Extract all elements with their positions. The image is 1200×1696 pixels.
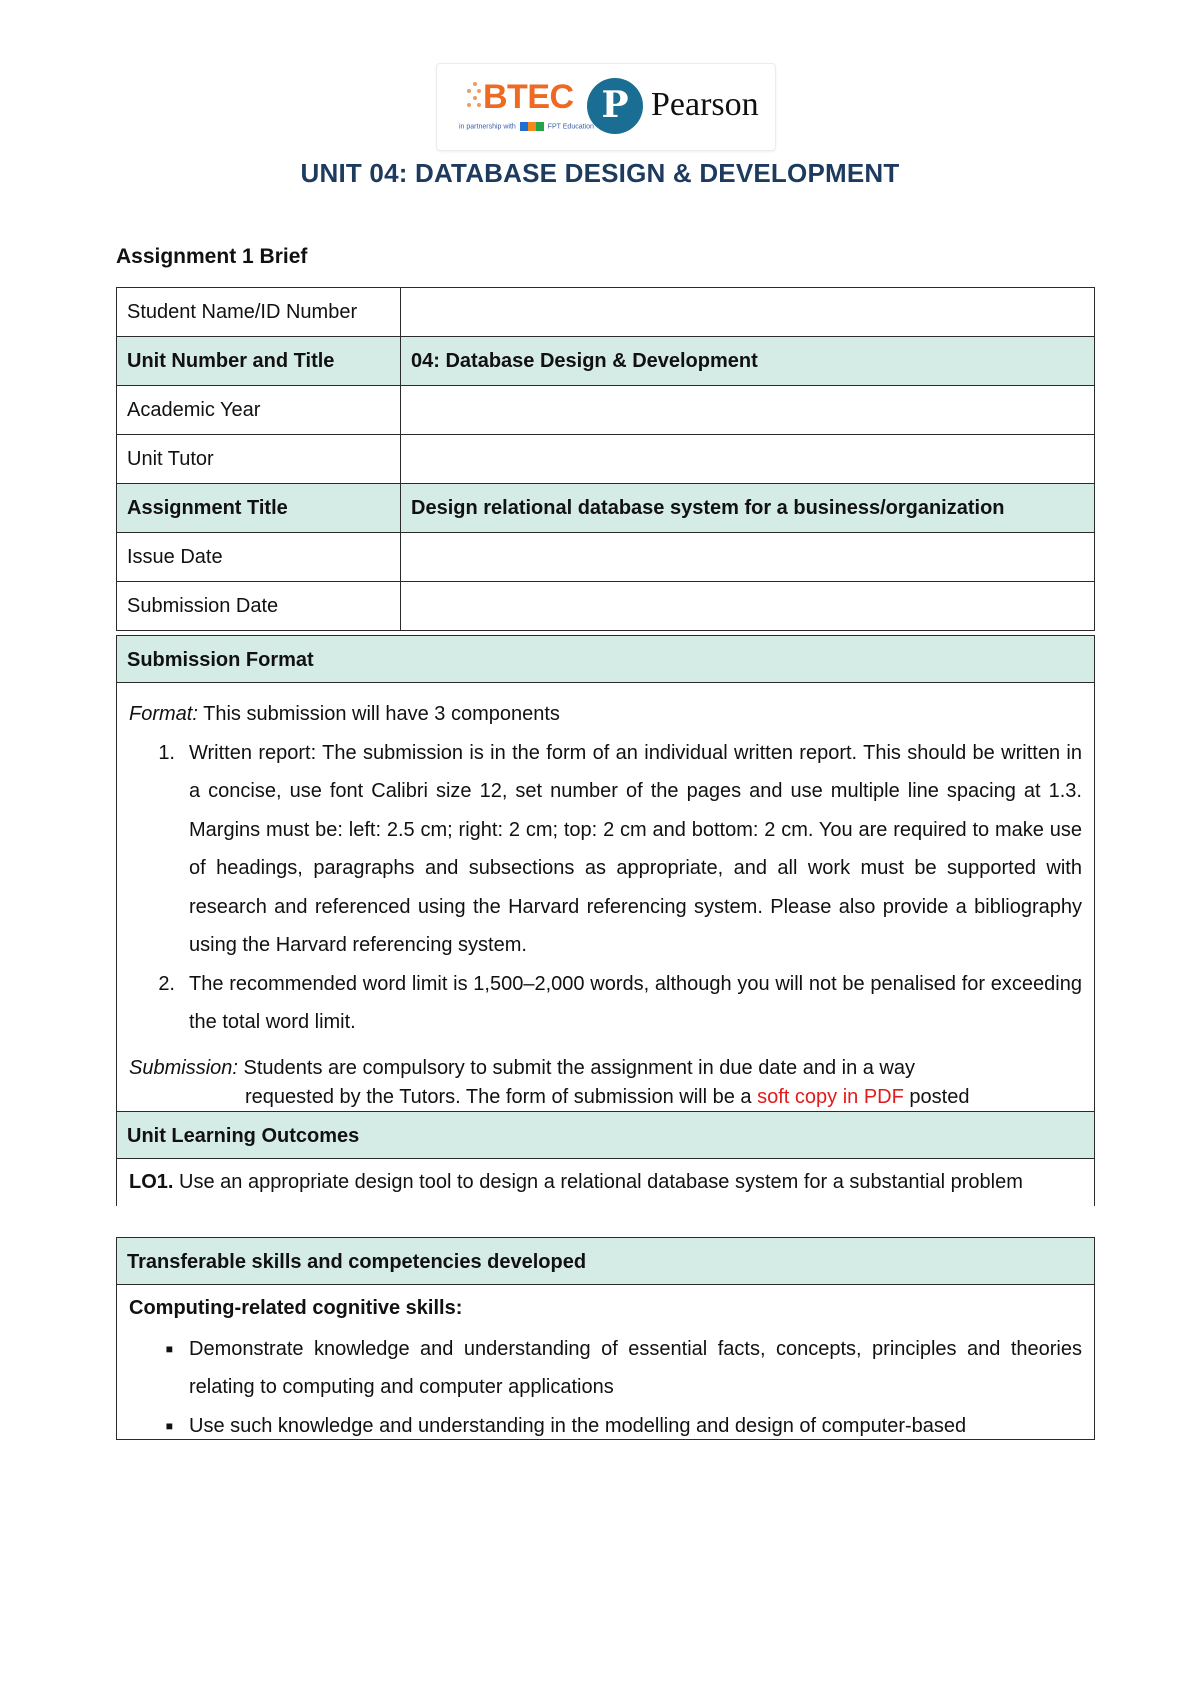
btec-tagline-left: in partnership with	[459, 123, 516, 131]
table-row	[117, 386, 1095, 435]
table-row	[117, 533, 1095, 582]
document-title: UNIT 04: DATABASE DESIGN & DEVELOPMENT	[300, 158, 900, 188]
table-row	[117, 288, 1095, 337]
format-line	[129, 695, 1082, 734]
learning-outcome-body	[117, 1159, 1094, 1206]
row-label: Academic Year	[117, 386, 401, 435]
lo-text: Use an appropriate design tool to design a relational database system for a substantial problem	[179, 1171, 1023, 1193]
submission-format-body	[117, 683, 1094, 1151]
assignment-subtitle: Assignment 1 Brief	[116, 245, 308, 268]
pearson-glyph: P	[601, 84, 629, 126]
skills-body	[117, 1285, 1094, 1455]
list-text: The recommended word limit is 1,500–2,000 words, although you will not be penalised for exceeding the total word limit.	[189, 972, 1082, 1033]
list-text: Use such knowledge and understanding in the modelling and design of computer-based	[189, 1414, 967, 1437]
row-label: Assignment Title	[117, 484, 401, 533]
lo-code: LO1.	[129, 1171, 174, 1193]
btec-tagline-right: FPT Education	[547, 123, 594, 131]
unit-title-value: 04: Database Design & Development	[401, 337, 1095, 386]
row-label: Student Name/ID Number	[117, 288, 401, 337]
table-row	[117, 582, 1095, 631]
submission-text-3: posted	[909, 1085, 970, 1108]
skills-subheading: Computing-related cognitive skills:	[129, 1297, 463, 1319]
academic-year-field[interactable]	[401, 386, 1095, 435]
submission-text-1: Students are compulsory to submit the assignment in due date and in a way	[243, 1056, 915, 1079]
submission-text-2: requested by the Tutors. The form of submission will be a	[245, 1085, 752, 1108]
student-name-field[interactable]	[401, 288, 1095, 337]
issue-date-field[interactable]	[401, 533, 1095, 582]
table-row	[117, 435, 1095, 484]
table-row	[117, 484, 1095, 533]
row-label: Unit Number and Title	[117, 337, 401, 386]
format-text: This submission will have 3 components	[203, 703, 560, 725]
fpt-logo-icon	[520, 122, 544, 131]
pearson-p-icon	[587, 78, 643, 134]
square-bullet-icon: ■	[165, 1341, 173, 1356]
list-item	[129, 1407, 1082, 1446]
pearson-wordmark: Pearson	[651, 86, 759, 123]
section-heading: Transferable skills and competencies developed	[117, 1237, 1094, 1285]
row-label: Submission Date	[117, 582, 401, 631]
section-heading: Unit Learning Outcomes	[117, 1111, 1094, 1159]
list-text: Demonstrate knowledge and understanding of essential facts, concepts, principles and theories relating to computing and computer applications	[189, 1337, 1082, 1398]
logo-banner	[436, 63, 776, 151]
section-heading: Submission Format	[117, 635, 1094, 683]
btec-wordmark: BTEC	[483, 78, 574, 116]
list-number: 2.	[158, 972, 175, 995]
submission-label: Submission:	[129, 1056, 238, 1079]
submission-format-section	[116, 635, 1095, 1151]
list-text: Written report: The submission is in the form of an individual written report. This should be written in a concise, use font Calibri size 12, set number of the pages and use multiple line spacing at 1.3. Margins must be: left: 2.5 cm; right: 2 cm; top: 2 cm and bottom: 2 cm. You are required to make use of headings, paragraphs and subsections as appropriate, and all work must be supported with research and referenced using the Harvard referencing system. Please also provide a bibliography using the Harvard referencing system.	[189, 741, 1082, 956]
list-item	[129, 965, 1082, 1042]
assignment-info-table	[116, 287, 1095, 631]
btec-logo	[459, 72, 594, 142]
row-label: Issue Date	[117, 533, 401, 582]
row-label: Unit Tutor	[117, 435, 401, 484]
square-bullet-icon: ■	[165, 1418, 173, 1433]
btec-tagline	[459, 122, 594, 131]
learning-outcomes-section	[116, 1111, 1095, 1206]
table-row	[117, 337, 1095, 386]
submission-date-field[interactable]	[401, 582, 1095, 631]
list-number: 1.	[158, 741, 175, 764]
unit-tutor-field[interactable]	[401, 435, 1095, 484]
list-item	[129, 1330, 1082, 1407]
skills-section	[116, 1237, 1095, 1440]
assignment-title-value: Design relational database system for a business/organization	[401, 484, 1095, 533]
btec-dots-icon	[459, 82, 483, 112]
format-label: Format:	[129, 703, 198, 725]
pdf-highlight: soft copy in PDF	[757, 1085, 904, 1108]
list-item	[129, 734, 1082, 965]
